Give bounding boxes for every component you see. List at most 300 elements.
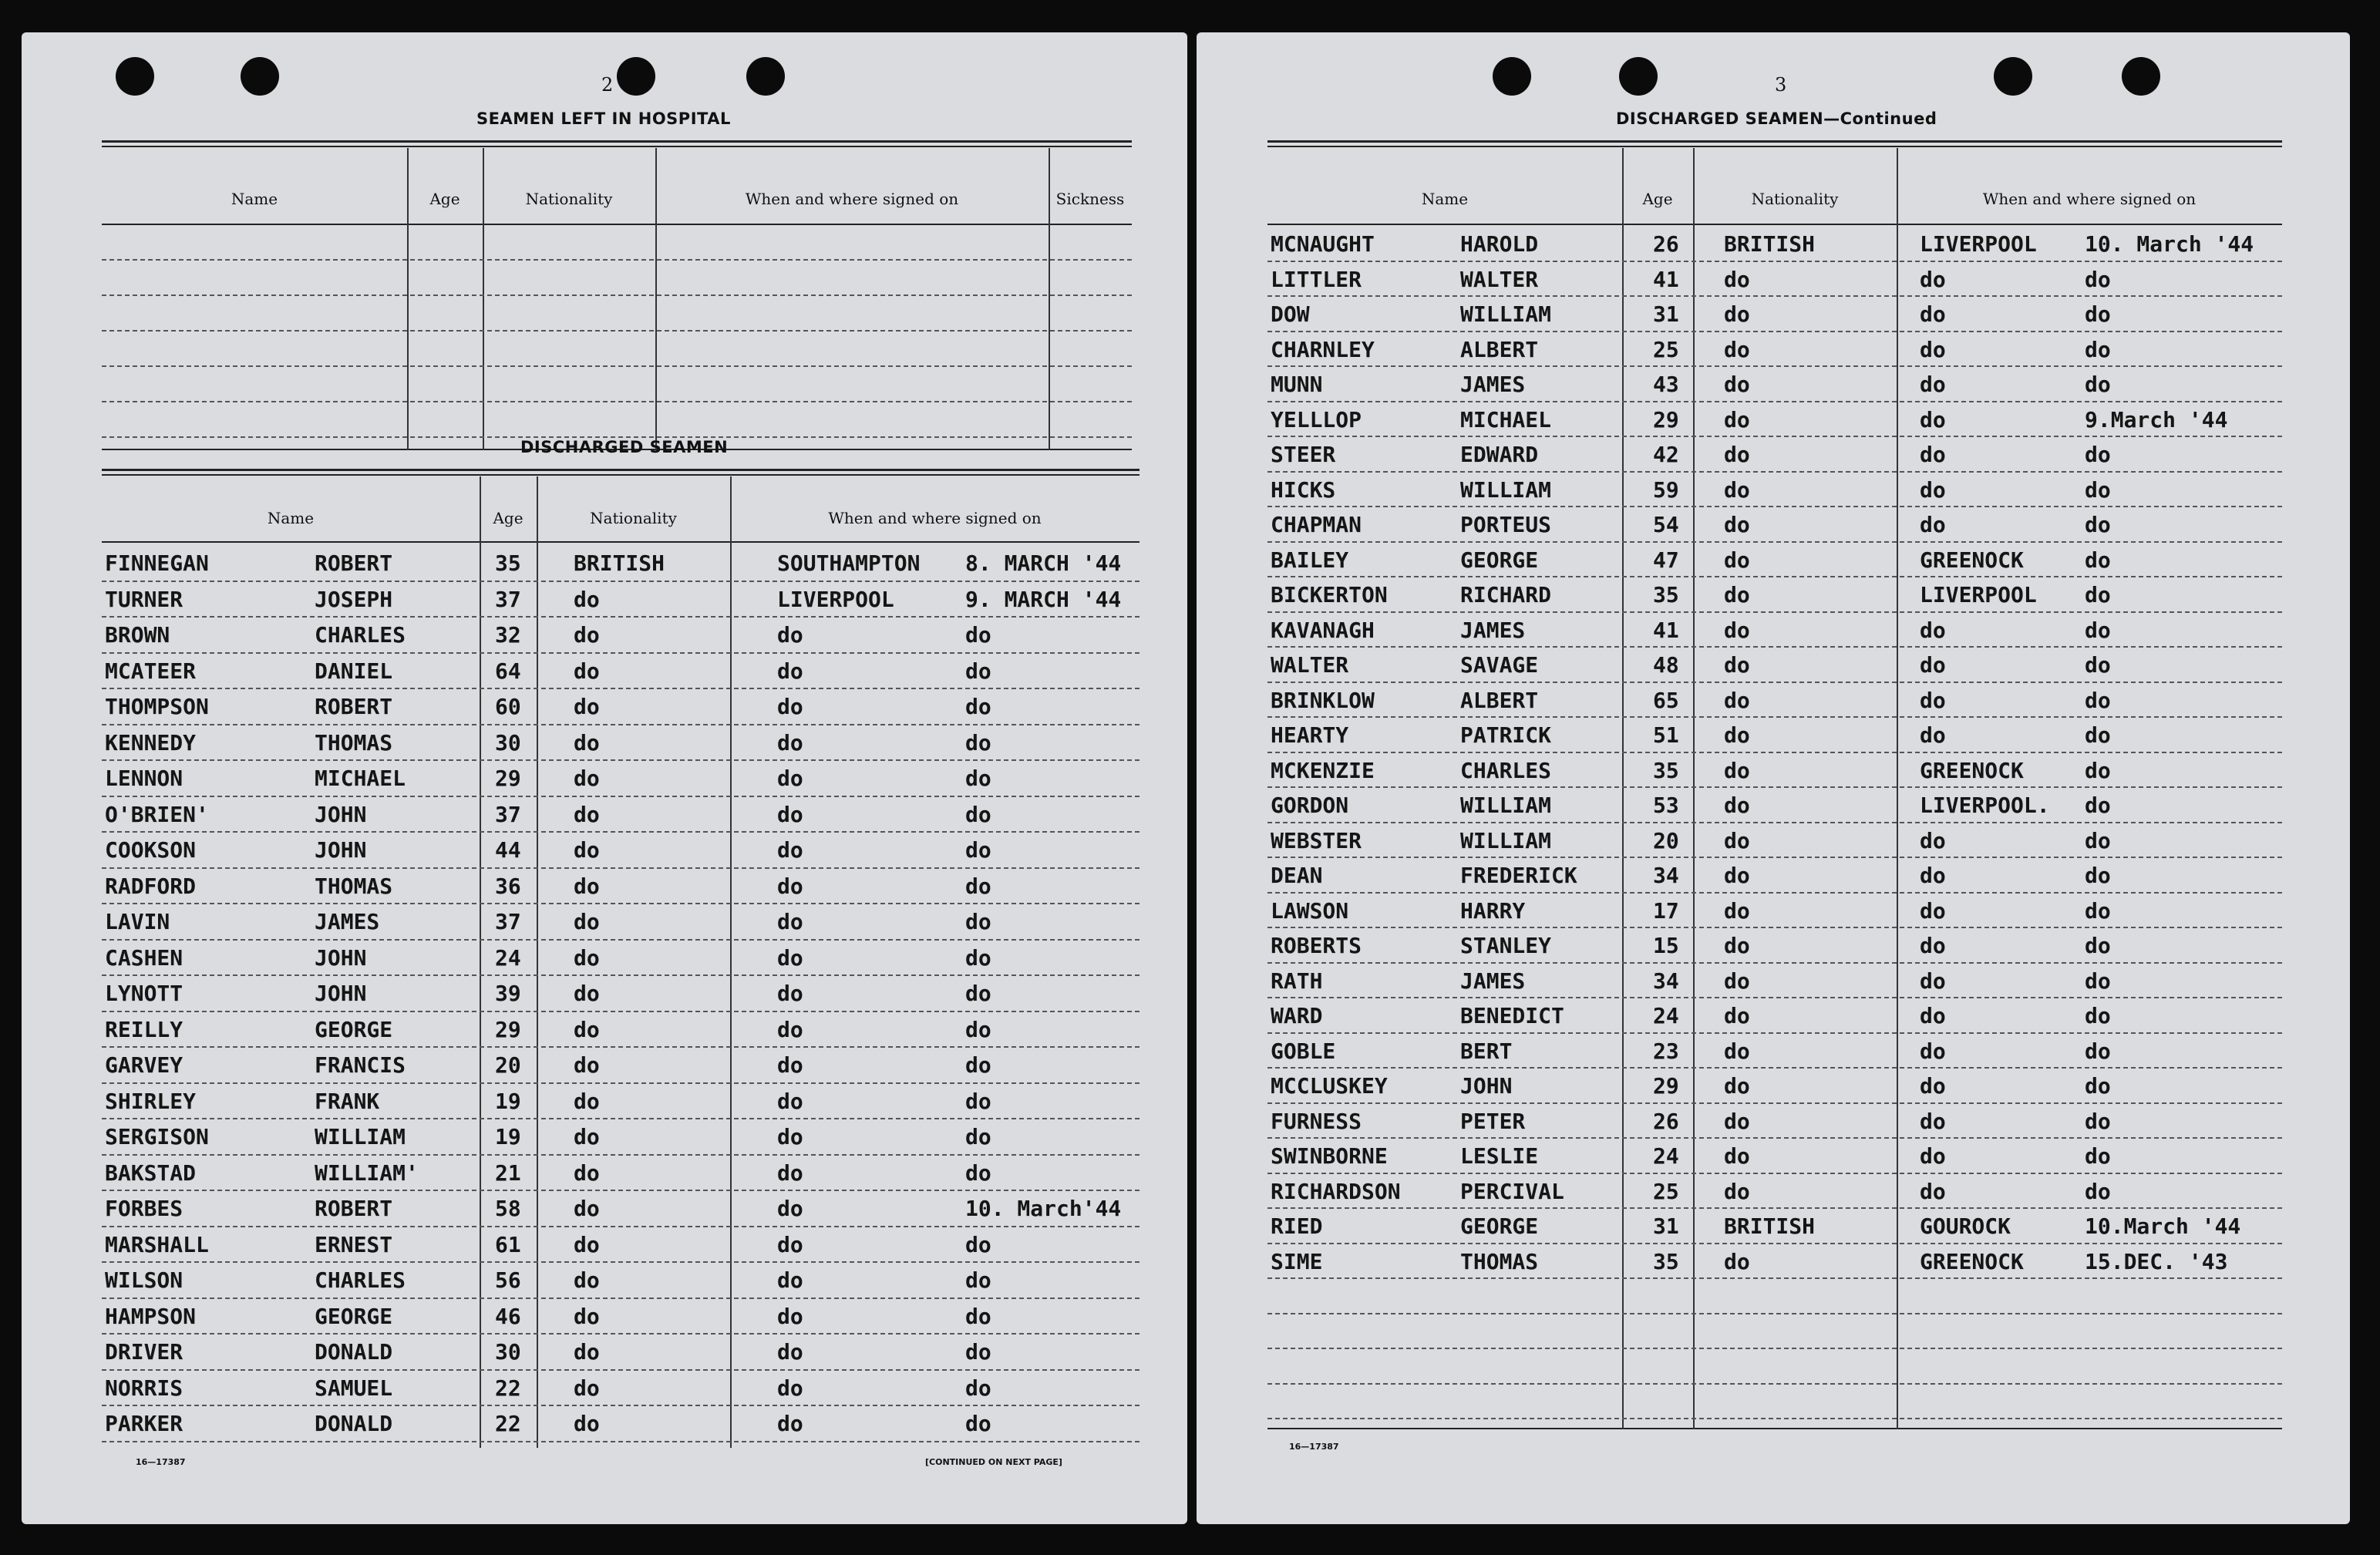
seaman-age: 35 <box>1653 582 1679 608</box>
seaman-surname: SERGISON <box>105 1124 209 1149</box>
seaman-nationality: do <box>1724 827 1750 853</box>
form-number: 16—17387 <box>136 1457 186 1467</box>
seaman-age: 29 <box>1653 1073 1679 1099</box>
signed-on-place: do <box>1920 442 1946 467</box>
seaman-given-name: FRANCIS <box>315 1052 406 1078</box>
seaman-nationality: do <box>1724 372 1750 397</box>
signed-on-date: do <box>965 981 991 1006</box>
seaman-surname: FURNESS <box>1271 1108 1362 1134</box>
seaman-surname: REILLY <box>105 1016 183 1042</box>
signed-on-date: do <box>965 1016 991 1042</box>
seaman-given-name: HAROLD <box>1460 231 1539 257</box>
seaman-given-name: MICHAEL <box>1460 406 1552 433</box>
seaman-given-name: PATRICK <box>1460 722 1552 748</box>
table-row <box>1267 648 2282 683</box>
hospital-heading: SEAMEN LEFT IN HOSPITAL <box>476 109 731 128</box>
seaman-age: 19 <box>495 1124 521 1149</box>
seaman-surname: TURNER <box>105 586 183 612</box>
signed-on-date: do <box>2085 933 2111 958</box>
seaman-nationality: do <box>574 944 600 971</box>
seaman-nationality: do <box>574 1196 600 1221</box>
seaman-surname: LITTLER <box>1271 266 1362 292</box>
seaman-nationality: do <box>574 909 600 934</box>
signed-on-place: do <box>777 1088 803 1114</box>
table-row <box>102 1119 1140 1156</box>
seaman-age: 65 <box>1653 687 1679 713</box>
seaman-nationality: BRITISH <box>1724 1213 1816 1239</box>
seaman-surname: SIME <box>1271 1248 1323 1274</box>
signed-on-date: do <box>2085 968 2111 994</box>
signed-on-date: do <box>2085 266 2111 292</box>
signed-on-date: do <box>965 909 991 934</box>
signed-on-place: do <box>1920 336 1946 362</box>
seaman-given-name: MICHAEL <box>315 766 406 791</box>
signed-on-place: do <box>1920 1003 1946 1028</box>
signed-on-place: do <box>777 801 803 827</box>
punch-hole <box>1493 57 1531 96</box>
seaman-surname: THOMPSON <box>105 694 209 719</box>
seaman-nationality: do <box>1724 442 1750 467</box>
seaman-surname: BICKERTON <box>1271 582 1388 608</box>
signed-on-place: do <box>777 766 803 791</box>
seaman-age: 19 <box>495 1088 521 1114</box>
hospital-table <box>102 140 1132 456</box>
seaman-age: 44 <box>495 837 521 863</box>
seaman-surname: DRIVER <box>105 1339 183 1365</box>
signed-on-place: do <box>777 1231 803 1257</box>
table-row <box>1267 1349 2282 1385</box>
seaman-age: 58 <box>495 1196 521 1221</box>
seaman-nationality: do <box>1724 266 1750 292</box>
seaman-nationality: do <box>574 622 600 648</box>
seaman-age: 35 <box>1653 1248 1679 1274</box>
seaman-age: 29 <box>495 766 521 791</box>
seaman-nationality: do <box>574 1411 600 1436</box>
seaman-surname: BAKSTAD <box>105 1160 197 1186</box>
table-row <box>102 1335 1140 1371</box>
seaman-given-name: JAMES <box>315 909 380 934</box>
signed-on-place: GREENOCK <box>1920 1248 2024 1274</box>
discharged-continued-table <box>1267 140 2282 1431</box>
punch-hole <box>746 57 785 96</box>
seaman-surname: STEER <box>1271 442 1336 467</box>
signed-on-place: do <box>777 944 803 971</box>
col-age: Age <box>493 509 523 527</box>
signed-on-place: do <box>777 1411 803 1436</box>
table-row <box>102 833 1140 869</box>
seaman-age: 37 <box>495 909 521 934</box>
signed-on-place: do <box>1920 687 1946 713</box>
table-row <box>1267 1385 2282 1420</box>
seaman-given-name: HARRY <box>1460 897 1526 924</box>
seaman-age: 61 <box>495 1231 521 1257</box>
table-row <box>102 654 1140 690</box>
seaman-given-name: SAVAGE <box>1460 652 1539 678</box>
signed-on-date: do <box>2085 793 2111 818</box>
signed-on-date: do <box>2085 442 2111 467</box>
seaman-surname: BROWN <box>105 622 170 648</box>
seaman-age: 37 <box>495 801 521 827</box>
punch-hole <box>1994 57 2032 96</box>
signed-on-place: do <box>777 1375 803 1401</box>
seaman-given-name: JOHN <box>1460 1073 1513 1099</box>
seaman-given-name: SAMUEL <box>315 1375 393 1401</box>
seaman-age: 34 <box>1653 863 1679 888</box>
seaman-given-name: WILLIAM <box>1460 827 1552 853</box>
seaman-age: 36 <box>495 873 521 899</box>
signed-on-date: do <box>2085 476 2111 503</box>
signed-on-date: do <box>2085 687 2111 713</box>
signed-on-place: do <box>1920 863 1946 888</box>
signed-on-place: GREENOCK <box>1920 757 2024 783</box>
signed-on-place: do <box>1920 476 1946 503</box>
seaman-surname: KENNEDY <box>105 729 197 756</box>
seaman-age: 22 <box>495 1375 521 1401</box>
seaman-given-name: STANLEY <box>1460 933 1552 958</box>
seaman-surname: ROBERTS <box>1271 933 1362 958</box>
signed-on-place: do <box>1920 968 1946 994</box>
seaman-surname: RIED <box>1271 1213 1323 1239</box>
seaman-surname: BAILEY <box>1271 547 1349 573</box>
seaman-surname: RATH <box>1271 968 1323 994</box>
seaman-surname: WARD <box>1271 1003 1323 1028</box>
discharged-heading: DISCHARGED SEAMEN <box>520 438 729 456</box>
seaman-age: 23 <box>1653 1038 1679 1064</box>
signed-on-place: do <box>777 1124 803 1149</box>
col-signed-on: When and where signed on <box>745 190 959 208</box>
signed-on-place: do <box>1920 266 1946 292</box>
seaman-age: 47 <box>1653 547 1679 573</box>
table-row <box>1267 718 2282 753</box>
seaman-given-name: THOMAS <box>315 729 393 756</box>
seaman-given-name: JOSEPH <box>315 586 393 612</box>
seaman-given-name: PETER <box>1460 1108 1526 1134</box>
seaman-nationality: do <box>1724 897 1750 924</box>
seaman-surname: CASHEN <box>105 944 183 971</box>
signed-on-place: do <box>1920 652 1946 678</box>
signed-on-date: 9. MARCH '44 <box>965 586 1122 612</box>
seaman-given-name: JOHN <box>315 981 367 1006</box>
table-row <box>1267 262 2282 298</box>
seaman-nationality: do <box>1724 1143 1750 1169</box>
signed-on-date: do <box>2085 722 2111 748</box>
signed-on-date: do <box>2085 897 2111 924</box>
punch-hole <box>2122 57 2160 96</box>
table-row <box>1267 577 2282 613</box>
signed-on-place: do <box>777 1196 803 1221</box>
seaman-age: 56 <box>495 1267 521 1293</box>
seaman-nationality: do <box>574 1231 600 1257</box>
seaman-age: 29 <box>1653 406 1679 433</box>
seaman-age: 25 <box>1653 336 1679 362</box>
seaman-nationality: do <box>1724 933 1750 958</box>
seaman-nationality: do <box>574 1088 600 1114</box>
seaman-given-name: LESLIE <box>1460 1143 1539 1169</box>
seaman-surname: RADFORD <box>105 873 197 899</box>
seaman-surname: GORDON <box>1271 793 1349 818</box>
seaman-given-name: JAMES <box>1460 372 1526 397</box>
signed-on-place: LIVERPOOL. <box>1920 793 2050 818</box>
seaman-surname: WALTER <box>1271 652 1349 678</box>
seaman-surname: COOKSON <box>105 837 197 863</box>
table-row <box>1267 1034 2282 1069</box>
seaman-surname: MARSHALL <box>105 1231 209 1257</box>
table-row <box>102 1012 1140 1048</box>
table-row <box>1267 964 2282 999</box>
signed-on-place: do <box>777 658 803 684</box>
table-row <box>1267 367 2282 402</box>
seaman-given-name: WILLIAM <box>1460 301 1552 327</box>
signed-on-place: do <box>777 1052 803 1078</box>
seaman-nationality: BRITISH <box>1724 231 1816 257</box>
signed-on-date: do <box>2085 1038 2111 1064</box>
seaman-nationality: BRITISH <box>574 550 665 576</box>
signed-on-date: 10. March'44 <box>965 1196 1122 1221</box>
seaman-given-name: CHARLES <box>1460 757 1552 783</box>
seaman-surname: CHAPMAN <box>1271 512 1362 537</box>
seaman-nationality: do <box>574 981 600 1006</box>
table-row <box>1267 928 2282 964</box>
signed-on-date: do <box>2085 1108 2111 1134</box>
seaman-nationality: do <box>1724 968 1750 994</box>
punch-hole <box>1619 57 1658 96</box>
left-page <box>22 32 1187 1524</box>
seaman-given-name: ALBERT <box>1460 336 1539 362</box>
discharged-continued-heading: DISCHARGED SEAMEN—Continued <box>1616 109 1937 128</box>
seaman-given-name: DONALD <box>315 1411 393 1436</box>
table-row <box>102 869 1140 905</box>
form-number: 16—17387 <box>1289 1442 1339 1452</box>
col-age: Age <box>429 190 460 208</box>
table-row <box>1267 227 2282 262</box>
seaman-nationality: do <box>574 1124 600 1149</box>
seaman-given-name: JAMES <box>1460 968 1526 994</box>
seaman-nationality: do <box>574 586 600 612</box>
seaman-surname: LENNON <box>105 766 183 791</box>
table-row <box>102 725 1140 762</box>
table-row <box>1267 1209 2282 1244</box>
table-row <box>102 546 1140 582</box>
punch-hole <box>617 57 655 96</box>
seaman-surname: HICKS <box>1271 476 1336 503</box>
signed-on-date: do <box>965 729 991 756</box>
table-row <box>1267 1069 2282 1104</box>
signed-on-date: do <box>965 1160 991 1186</box>
seaman-surname: YELLLOP <box>1271 406 1362 433</box>
seaman-surname: SHIRLEY <box>105 1088 197 1114</box>
seaman-surname: MCNAUGHT <box>1271 231 1375 257</box>
seaman-nationality: do <box>574 658 600 684</box>
seaman-given-name: GEORGE <box>315 1016 393 1042</box>
table-row <box>1267 507 2282 543</box>
seaman-given-name: ROBERT <box>315 1196 393 1221</box>
seaman-age: 35 <box>1653 757 1679 783</box>
seaman-surname: HAMPSON <box>105 1303 197 1329</box>
seaman-age: 25 <box>1653 1178 1679 1204</box>
signed-on-date: do <box>2085 863 2111 888</box>
seaman-given-name: GEORGE <box>1460 547 1539 573</box>
seaman-given-name: PORTEUS <box>1460 512 1552 537</box>
table-row <box>1267 332 2282 368</box>
col-signed-on: When and where signed on <box>1982 190 2197 208</box>
table-row <box>102 1299 1140 1335</box>
seaman-nationality: do <box>1724 1178 1750 1204</box>
table-row <box>1267 998 2282 1034</box>
punch-hole <box>241 57 279 96</box>
signed-on-date: do <box>965 837 991 863</box>
punch-hole <box>116 57 154 96</box>
seaman-age: 34 <box>1653 968 1679 994</box>
seaman-surname: MCATEER <box>105 658 197 684</box>
signed-on-place: do <box>777 1339 803 1365</box>
seaman-nationality: do <box>1724 722 1750 748</box>
signed-on-date: do <box>965 873 991 899</box>
seaman-nationality: do <box>574 1303 600 1329</box>
table-row <box>102 1263 1140 1299</box>
seaman-surname: BRINKLOW <box>1271 687 1375 713</box>
seaman-age: 32 <box>495 622 521 648</box>
seaman-age: 17 <box>1653 897 1679 924</box>
seaman-nationality: do <box>1724 863 1750 888</box>
seaman-given-name: JOHN <box>315 801 367 827</box>
table-row <box>1267 1314 2282 1350</box>
table-row <box>102 1048 1140 1084</box>
signed-on-date: 9.March '44 <box>2085 406 2228 433</box>
signed-on-date: do <box>2085 757 2111 783</box>
seaman-age: 30 <box>495 1339 521 1365</box>
signed-on-place: LIVERPOOL <box>777 586 894 612</box>
col-name: Name <box>267 509 315 527</box>
col-name: Name <box>1421 190 1469 208</box>
seaman-age: 24 <box>1653 1143 1679 1169</box>
seaman-age: 24 <box>1653 1003 1679 1028</box>
page-number: 3 <box>1775 74 1787 96</box>
seaman-surname: MCCLUSKEY <box>1271 1073 1388 1099</box>
seaman-surname: MCKENZIE <box>1271 757 1375 783</box>
table-row <box>102 976 1140 1012</box>
table-row <box>1267 297 2282 332</box>
seaman-given-name: ROBERT <box>315 694 393 719</box>
table-row <box>1267 683 2282 719</box>
seaman-surname: CHARNLEY <box>1271 336 1375 362</box>
signed-on-place: do <box>1920 722 1946 748</box>
seaman-nationality: do <box>1724 406 1750 433</box>
seaman-age: 46 <box>495 1303 521 1329</box>
seaman-given-name: PERCIVAL <box>1460 1178 1564 1204</box>
col-sickness: Sickness <box>1055 190 1125 208</box>
seaman-nationality: do <box>574 801 600 827</box>
seaman-age: 24 <box>495 944 521 971</box>
signed-on-place: do <box>1920 1178 1946 1204</box>
seaman-nationality: do <box>1724 547 1750 573</box>
signed-on-place: do <box>777 981 803 1006</box>
table-row <box>102 1371 1140 1407</box>
seaman-surname: GOBLE <box>1271 1038 1336 1064</box>
seaman-age: 42 <box>1653 442 1679 467</box>
signed-on-place: SOUTHAMPTON <box>777 550 921 576</box>
seaman-nationality: do <box>1724 582 1750 608</box>
table-row <box>1267 858 2282 894</box>
signed-on-place: do <box>1920 617 1946 643</box>
seaman-surname: FINNEGAN <box>105 550 209 576</box>
table-row <box>1267 788 2282 823</box>
seaman-surname: LYNOTT <box>105 981 183 1006</box>
signed-on-place: do <box>1920 827 1946 853</box>
seaman-given-name: FRANK <box>315 1088 380 1114</box>
signed-on-place: do <box>777 873 803 899</box>
seaman-nationality: do <box>1724 512 1750 537</box>
seaman-age: 41 <box>1653 617 1679 643</box>
table-row <box>1267 437 2282 473</box>
seaman-age: 26 <box>1653 231 1679 257</box>
seaman-age: 43 <box>1653 372 1679 397</box>
seaman-nationality: do <box>574 1016 600 1042</box>
signed-on-place: do <box>777 1160 803 1186</box>
seaman-age: 53 <box>1653 793 1679 818</box>
seaman-surname: HEARTY <box>1271 722 1349 748</box>
seaman-given-name: WILLIAM' <box>315 1160 419 1186</box>
seaman-nationality: do <box>574 1339 600 1365</box>
seaman-nationality: do <box>1724 1248 1750 1274</box>
table-row <box>102 1406 1140 1442</box>
signed-on-date: 15.DEC. '43 <box>2085 1248 2228 1274</box>
seaman-given-name: RICHARD <box>1460 582 1552 608</box>
signed-on-date: do <box>965 766 991 791</box>
signed-on-date: do <box>2085 652 2111 678</box>
table-row <box>1267 613 2282 648</box>
seaman-nationality: do <box>1724 1038 1750 1064</box>
col-signed-on: When and where signed on <box>828 509 1042 527</box>
seaman-surname: DEAN <box>1271 863 1323 888</box>
table-row <box>102 582 1140 618</box>
table-row <box>1267 1279 2282 1314</box>
right-page <box>1197 32 2350 1524</box>
seaman-given-name: ERNEST <box>315 1231 393 1257</box>
continued-note: [CONTINUED ON NEXT PAGE] <box>925 1457 1062 1467</box>
table-row <box>1267 1244 2282 1280</box>
seaman-given-name: WILLIAM <box>315 1124 406 1149</box>
table-row <box>1267 1174 2282 1210</box>
seaman-given-name: GEORGE <box>1460 1213 1539 1239</box>
signed-on-place: do <box>1920 512 1946 537</box>
seaman-age: 37 <box>495 586 521 612</box>
seaman-surname: LAWSON <box>1271 897 1349 924</box>
signed-on-date: do <box>965 1052 991 1078</box>
seaman-given-name: GEORGE <box>315 1303 393 1329</box>
seaman-surname: GARVEY <box>105 1052 183 1078</box>
seaman-age: 15 <box>1653 933 1679 958</box>
signed-on-place: GREENOCK <box>1920 547 2024 573</box>
seaman-nationality: do <box>574 766 600 791</box>
seaman-given-name: DANIEL <box>315 658 393 684</box>
signed-on-date: 8. MARCH '44 <box>965 550 1122 576</box>
table-row <box>102 1084 1140 1120</box>
seaman-surname: WILSON <box>105 1267 183 1293</box>
seaman-age: 20 <box>1653 827 1679 853</box>
seaman-given-name: DONALD <box>315 1339 393 1365</box>
table-row <box>102 618 1140 654</box>
seaman-given-name: JAMES <box>1460 617 1526 643</box>
signed-on-place: do <box>777 1303 803 1329</box>
col-nationality: Nationality <box>1751 190 1839 208</box>
seaman-age: 29 <box>495 1016 521 1042</box>
seaman-given-name: JOHN <box>315 837 367 863</box>
col-nationality: Nationality <box>590 509 677 527</box>
seaman-given-name: BERT <box>1460 1038 1513 1064</box>
seaman-surname: FORBES <box>105 1196 183 1221</box>
seaman-nationality: do <box>574 1052 600 1078</box>
seaman-age: 21 <box>495 1160 521 1186</box>
